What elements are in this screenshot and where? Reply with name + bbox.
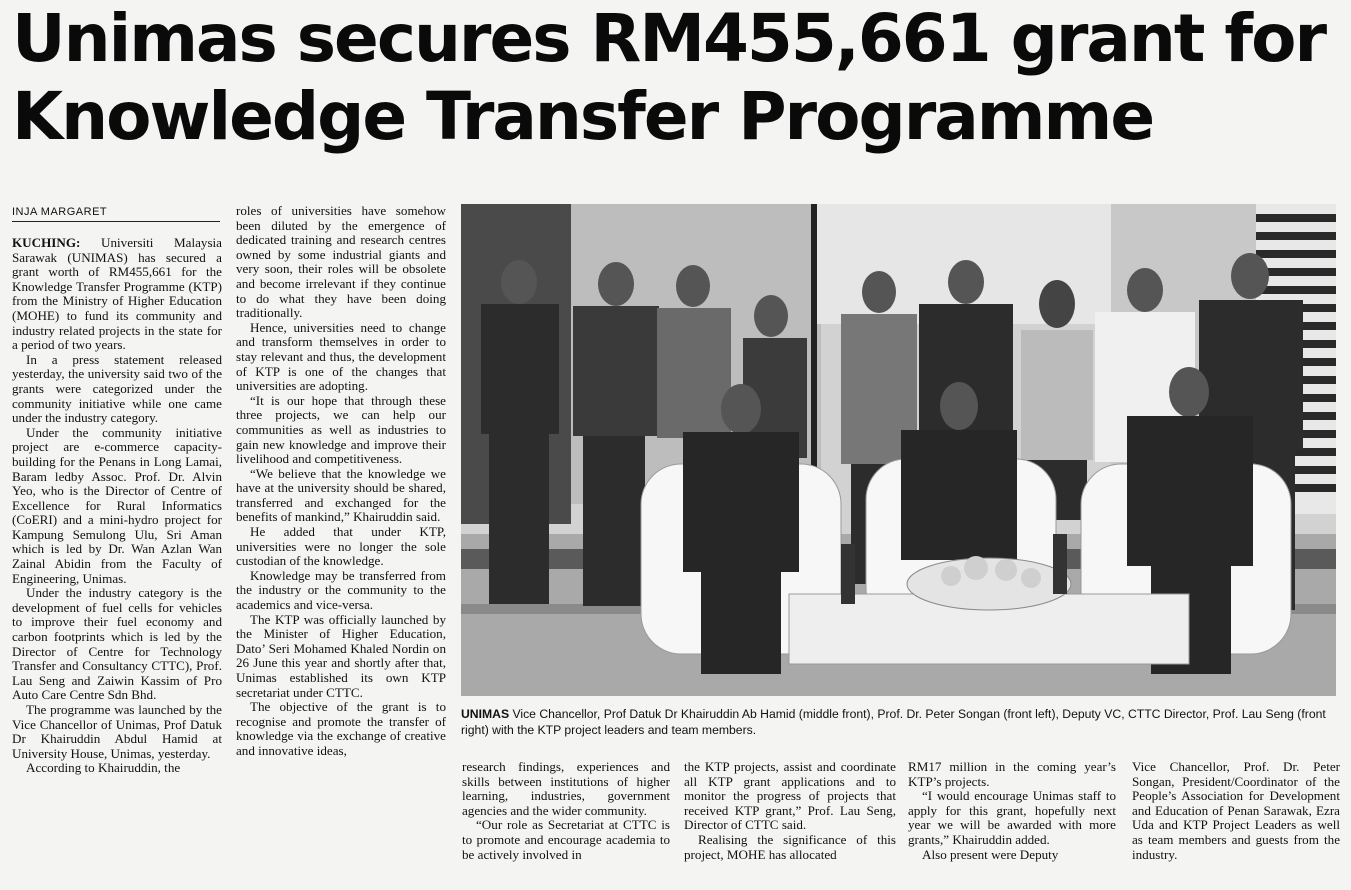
paragraph: Under the community initiative project are e-commerce capacity-building for the Penans in Long Lamai, Baram ledby Assoc. Prof. Dr. Alvin Yeo, who is the Director of Centre of Excellence for Rural Informatics (CoERI) and a mini-hydro project for Kampung Semulong Ulu, Sri Aman which is led by Dr. Wan Azlan Wan Zainal Abidin from the Faculty of Engineering, Unimas. (12, 424, 222, 586)
paragraph: research findings, experiences and skills between institutions of higher learning, industries, government agencies and the wider community. (462, 759, 670, 818)
paragraph: the KTP projects, assist and coordinate all KTP grant applications and to monitor the progress of projects that received KTP grant,” Prof. Lau Seng, Director of CTTC said. (684, 759, 896, 833)
paragraph: In a press statement released yesterday, the university said two of the grants were categorized under the community initiative while one came under the industry category. (12, 351, 222, 426)
paragraph: roles of universities have somehow been diluted by the emergence of dedicated training and research centres owned by some industrial giants and very soon, their roles will be obsolete and become irrelevant if they continue to do what they have been doing traditionally. (236, 203, 446, 321)
paragraph: “I would encourage Unimas staff to apply for this grant, hopefully next year we will be awarded with more grants,” Khairuddin added. (908, 788, 1116, 847)
group-photo-illustration (461, 204, 1336, 696)
paragraph: He added that under KTP, universities were no longer the sole custodian of the knowledge. (236, 524, 446, 569)
caption-lead: UNIMAS (461, 707, 510, 721)
paragraph: Knowledge may be transferred from the industry or the community to the academics and vice-versa. (236, 567, 446, 613)
article-column-5 (908, 760, 1116, 862)
paragraph: The KTP was officially launched by the Minister of Higher Education, Dato’ Seri Mohamed Khaled Nordin on 26 June this year and shortly after that, Unimas established its own KTP secretariat under CTTC. (236, 611, 446, 700)
paragraph: Hence, universities need to change and transform themselves in order to stay relevant and thus, the development of KTP is one of the changes that universities are adopting. (236, 319, 446, 394)
article-column-2 (236, 204, 446, 759)
article-column-4 (684, 760, 896, 862)
article-column-6 (1132, 760, 1340, 862)
article-column-1 (12, 236, 222, 776)
headline: Unimas secures RM455,661 grant for Knowledge Transfer Programme (12, 0, 1326, 155)
paragraph: RM17 million in the coming year’s KTP’s projects. (908, 759, 1116, 789)
dateline: KUCHING: (12, 235, 81, 250)
paragraph (12, 236, 222, 353)
byline: INJA MARGARET (12, 206, 220, 222)
paragraph: “It is our hope that through these three projects, we can help our communities as well as industries to gain new knowledge and improve their livelihood and competitiveness. (236, 392, 446, 467)
paragraph: “Our role as Secretariat at CTTC is to promote and encourage academia to be actively involved in (462, 817, 670, 862)
caption-text: Vice Chancellor, Prof Datuk Dr Khairuddin Ab Hamid (middle front), Prof. Dr. Peter Songan (front left), Deputy VC, CTTC Director, Prof. Lau Seng (front right) with the KTP project leaders and team members. (461, 707, 1326, 737)
paragraph: According to Khairuddin, the (26, 760, 181, 776)
paragraph: Under the industry category is the development of fuel cells for vehicles to improve their fuel economy and carbon footprints which is led by the Director of Centre for Technology Transfer and Consultancy CTTC), Prof. Lau Seng and Zaiwin Kassim of Pro Auto Care Centre Sdn Bhd. (12, 585, 222, 703)
paragraph: Also present were Deputy (922, 846, 1059, 862)
paragraph: The objective of the grant is to recognise and promote the transfer of knowledge via the exchange of creative and innovative ideas, (236, 699, 446, 758)
paragraph: Vice Chancellor, Prof. Dr. Peter Songan, President/Coordinator of the People’s Association for Development and Education of Penan Sarawak, Ezra Uda and KTP Project Leaders as well as team members and guests from the industry. (1132, 759, 1340, 862)
paragraph: The programme was launched by the Vice Chancellor of Unimas, Prof Datuk Dr Khairuddin Abdul Hamid at University House, Unimas, yesterday. (12, 702, 222, 761)
paragraph: “We believe that the knowledge we have at the university should be shared, transferred and exchanged for the benefits of mankind,” Khairuddin said. (236, 465, 446, 525)
group-photo (461, 204, 1336, 696)
photo-caption (461, 706, 1336, 738)
paragraph-text: Universiti Malaysia Sarawak (UNIMAS) has secured a grant worth of RM455,661 for the Knowledge Transfer Programme (KTP) from the Ministry of Higher Education (MOHE) to fund its community and industry related projects in the state for a period of two years. (12, 235, 222, 353)
article-column-3 (462, 760, 670, 862)
paragraph: Realising the significance of this project, MOHE has allocated (684, 831, 896, 862)
